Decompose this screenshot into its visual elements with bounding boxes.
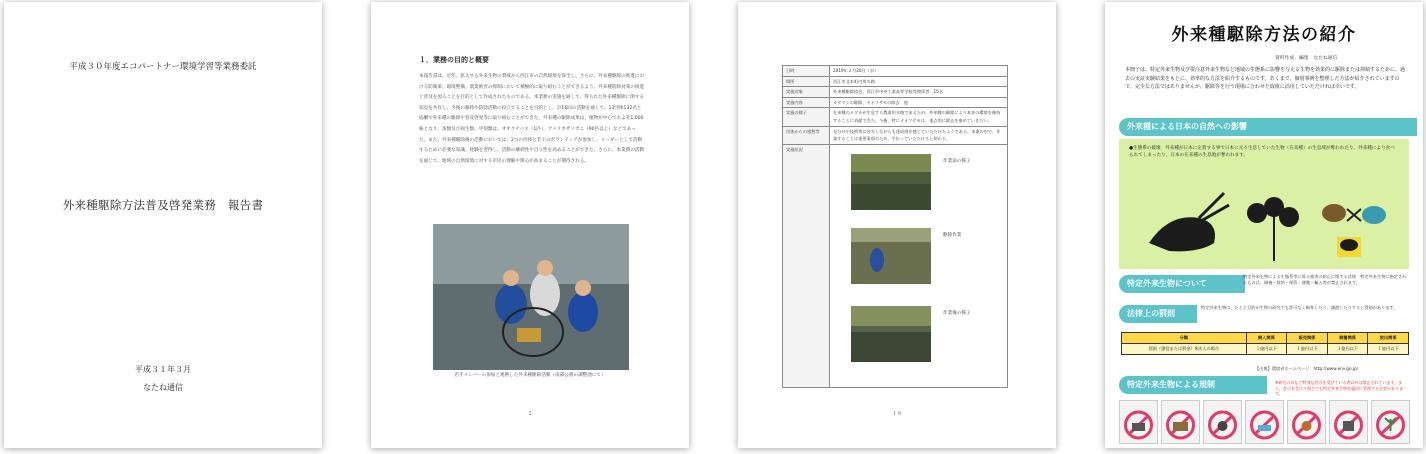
penalty-cell: １億円以下 xyxy=(1246,344,1287,355)
table-row xyxy=(783,97,1008,108)
impact-panel xyxy=(1119,139,1409,269)
section-band-penalties: 法律上の罰則 xyxy=(1119,305,1197,323)
table-key: 団体からの感想等 xyxy=(783,126,830,144)
no-keeping-icon xyxy=(1119,400,1158,444)
report-page-18[interactable] xyxy=(738,2,1056,448)
section-heading: １．業務の目的と概要 xyxy=(419,56,489,64)
table-key: 実施対象 xyxy=(783,87,830,98)
penalty-text: 特定外来生物は、たとえ目的が生物の研究でも許可なく飼育したり、譲渡したりすると罰則があります。 xyxy=(1201,305,1398,310)
activity-photo xyxy=(433,224,629,370)
table-value: カダヤシの駆除、オオフサモの除去 他 xyxy=(830,97,1008,108)
section-body-text: 本報告書は、近年、拡大する外来生物の脅威から西江市の自然環境を保全し、さらに、外来種駆除の推進における防衛策、環境整備、農業被害の抑制において積極的に取り組むことができるよう、外来種防除対策の推進と普及を図ることを目的として作成されたものである。本業務の実施を通して、得られた外来種駆除に関する知見を共有し、今後の駆除や防除活動に役立てることを目的とし、計16回の活動を通して、13団体132名と協働で外来種の駆除や普及啓発等に取り組むことができた。外来種の駆除成果は、植物が中心でおよそ1,600株となり、魚類及び両生類、甲殻類は、オオクチバス（1匹）、アメリカザリガニ（90匹以上）などであった。また、外来種駆除後の活動においては、2つの団体と若干のボランティアが参加し、リーダーとして活動するために必要な知識、経験を習得し、活動の継続性や自立性を高めることができた。さらに、本業務の活動を通じて、地域の自然環境に対する市民の理解や関心が高まることが期待される。 xyxy=(419,74,645,164)
table-key: 日時 xyxy=(783,66,830,77)
report-page-2[interactable] xyxy=(371,2,689,448)
before-work-photo xyxy=(851,154,931,210)
table-row xyxy=(783,76,1008,87)
page-number: １８ xyxy=(891,411,902,417)
no-sale-icon xyxy=(1329,400,1368,444)
table-value: 在来種のメダカが生息する農業用水路であるため、外来種の駆除により本来の環境を維持することに貢献できた。今後、特にオオフサモは、重点的に除去を進めていきたい。 xyxy=(830,108,1008,126)
table-value: 2019年２月20日（水） xyxy=(830,66,1008,77)
penalty-cell: １億円以下 xyxy=(1287,344,1328,355)
after-work-photo xyxy=(851,306,931,362)
flyer-credit: 資料作成、編集 なたね通信 xyxy=(1275,56,1338,61)
table-row xyxy=(783,108,1008,126)
cover-publisher: なたね通信 xyxy=(143,383,183,392)
penalty-cell: １億円以下 xyxy=(1327,344,1368,355)
photo-caption: 作業後の様子 xyxy=(943,310,971,316)
penalty-cell: １億円以下 xyxy=(1368,344,1409,355)
table-key: 実施内容 xyxy=(783,97,830,108)
species-illustration xyxy=(1129,173,1399,265)
table-key: 場所 xyxy=(783,76,830,87)
removal-work-photo xyxy=(851,228,931,284)
specified-species-text: 特定外来生物による生態系等に係る被害の防止に関する法律 特定外来生物に指定されたものは、飼養・栽培・保管・運搬・輸入等が禁止されます。 xyxy=(1243,274,1407,285)
report-cover-page[interactable] xyxy=(4,2,322,448)
table-row xyxy=(783,87,1008,98)
no-planting-icon xyxy=(1371,400,1410,444)
table-key: 実施の様子 xyxy=(783,108,830,126)
regulation-note: ※研究の為など特別な許可を受けている者以外は禁止されています。また、許可を受けた場合でも特定外来生物を適切に管理する必要があります。 xyxy=(1275,380,1403,396)
table-row xyxy=(783,66,1008,77)
penalty-header: 放出関係 xyxy=(1368,333,1409,344)
penalty-header: 飼養関係 xyxy=(1327,333,1368,344)
regulation-icons xyxy=(1119,400,1409,442)
activity-record-table xyxy=(782,65,1008,388)
penalty-header: 販売関係 xyxy=(1287,333,1328,344)
flyer-page[interactable] xyxy=(1105,2,1423,448)
table-value: 見分けや技術等に苦労しながらも達成感を感じていただけたようである。本業の中で、作業することは重要事項のため、手伝っていただけると助かる。 xyxy=(830,126,1008,144)
penalty-table xyxy=(1121,332,1409,355)
no-transport-icon xyxy=(1161,400,1200,444)
photo-caption: 駆除作業 xyxy=(943,232,962,238)
section-band-specified-species: 特定外来生物について xyxy=(1119,275,1245,293)
no-import-icon xyxy=(1203,400,1242,444)
cover-date: 平成３１年３月 xyxy=(135,365,191,374)
photo-caption: 若手メンバーの参加と連携した外来種駆除活動（南部公園の調整池にて） xyxy=(454,373,606,378)
no-transfer-icon xyxy=(1287,400,1326,444)
table-row xyxy=(783,144,1008,387)
cover-organization: 平成３０年度エコパートナー環境学習等業務委託 xyxy=(69,62,257,72)
penalty-cell: 罰則（懲役または罰金）※法人の場合 xyxy=(1122,344,1247,355)
flyer-intro: 本冊子は、特定外来生物及び要注意外来生物など地域の生態系に影響を与える生物を効果的に駆除または抑制するために、過去の実証実験結果をもとに、効率的な方法を紹介するものです。あくまで、個別事例を整理した方法が紹介されていますので、完全な方法ではありませんが、駆除等を行う現場に合わせた取組に活用していただければ幸いです。 xyxy=(1125,67,1406,91)
table-value: 外来種駆除協会、西江市中央工業高等学校等関係者 15名 xyxy=(830,87,1008,98)
flyer-title: 外来種駆除方法の紹介 xyxy=(1171,25,1357,45)
page-number: ２ xyxy=(527,411,533,417)
activity-photos-cell xyxy=(830,144,1008,387)
cover-title: 外来種駆除方法普及啓発業務 報告書 xyxy=(62,198,264,212)
section-band-impact: 外来種による日本の自然への影響 xyxy=(1119,118,1417,136)
penalty-header: 飼入関係 xyxy=(1246,333,1287,344)
section-band-regulations: 特定外来生物による規制 xyxy=(1119,376,1267,394)
no-release-icon xyxy=(1245,400,1284,444)
photo-caption: 作業前の様子 xyxy=(943,158,971,164)
source-reference: 【出典】環境省ホームページ：http://www.env.go.jp/ xyxy=(1255,366,1359,371)
table-row xyxy=(783,126,1008,144)
impact-text: ●生態系の破壊 外来種が日本に定着する事で日本に元々生息していた生物（在来種）の生息域が奪われたり、外来種により食べられてしまったり、日本の在来種の生息地が奪われます。 xyxy=(1129,146,1395,158)
table-key: 実施状況 xyxy=(783,144,830,387)
table-value: 西江市北本町内用水路 xyxy=(830,76,1008,87)
penalty-header: 分類 xyxy=(1122,333,1247,344)
